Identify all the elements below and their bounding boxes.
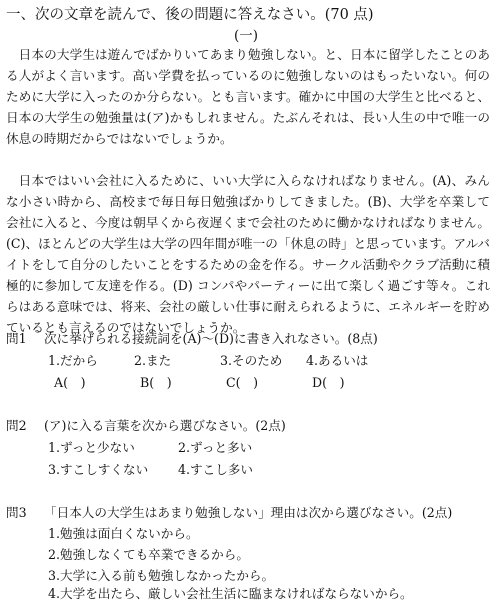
question-1-prompt: 次に挙げられる接続詞を(A)〜(D)に書き入れなさい。(8点) bbox=[44, 331, 378, 346]
question-2-option-2: 2.ずっと多い bbox=[178, 440, 253, 455]
question-3-option-2: 2.勉強しなくても卒業できるから。 bbox=[48, 547, 249, 562]
question-1-option-1: 1.だから bbox=[48, 353, 98, 368]
question-2 bbox=[6, 417, 286, 435]
question-1-blank-d: D( ) bbox=[312, 375, 345, 390]
question-1-option-2: 2.また bbox=[134, 353, 172, 368]
question-3-option-1: 1.勉強は面白くないから。 bbox=[48, 526, 199, 541]
question-1-blank-c: C( ) bbox=[226, 375, 259, 390]
question-3-prompt: 「日本人の大学生はあまり勉強しない」理由は次から選びなさい。(2点) bbox=[44, 505, 453, 520]
question-3-number: 問3 bbox=[6, 505, 27, 520]
question-1-option-3: 3.そのため bbox=[220, 353, 283, 368]
question-1-blank-a: A( ) bbox=[54, 375, 86, 390]
question-1-blank-b: B( ) bbox=[140, 375, 172, 390]
question-3-option-4: 4.大学を出たら、厳しい会社生活に臨まなければならないから。 bbox=[48, 586, 413, 601]
exam-title: 一、次の文章を読んで、後の問題に答えなさい。(70 点) bbox=[6, 7, 374, 23]
question-2-number: 問2 bbox=[6, 418, 27, 433]
section-heading: (一) bbox=[233, 28, 259, 44]
question-2-option-1: 1.ずっと少ない bbox=[48, 440, 135, 455]
question-1-number: 問1 bbox=[6, 331, 27, 346]
question-1-option-4: 4.あるいは bbox=[306, 353, 369, 368]
question-3-option-3: 3.大学に入る前も勉強しなかったから。 bbox=[48, 568, 275, 583]
question-3 bbox=[6, 504, 452, 522]
passage-paragraph-2: 日本ではいい会社に入るために、いい大学に入らなければなりません。(A)、みんな小さい時から、高校まで毎日毎日勉強ばかりしてきました。(B)、大学を卒業して会社に入ると、今度は朝早くから夜遅くまで会社のために働かなければなりません。(C)、ほとんどの大学生は大学の四年間が唯一の「休息の時」と思っています。アルバイトをして自分のしたいことをするための金を作る。サークル活動やクラブ活動に積極的に参加して友達を作る。(D) コンパやパーティーに出て楽しく過ごす等々。これらはある意味では、将来、会社の厳しい仕事に耐えられるように、エネルギーを貯めているとも言えるのではないでしょうか。 bbox=[6, 173, 491, 335]
question-2-option-4: 4.すこし多い bbox=[178, 462, 253, 477]
passage-paragraph-1: 日本の大学生は遊んでばかりいてあまり勉強しない。と、日本に留学したことのある人がよく言います。高い学費を払っているのに勉強しないのはもったいない。何のために大学に入ったのか分らない。とも言います。確かに中国の大学生と比べると、日本の大学生の勉強量は(ア)かもしれません。たぶんそれは、長い人生の中で唯一の休息の時期だからではないでしょうか。 bbox=[6, 47, 490, 146]
question-2-option-3: 3.すこしすくない bbox=[48, 462, 149, 477]
question-2-prompt: (ア)に入る言葉を次から選びなさい。(2点) bbox=[44, 418, 286, 433]
question-1 bbox=[6, 330, 378, 348]
